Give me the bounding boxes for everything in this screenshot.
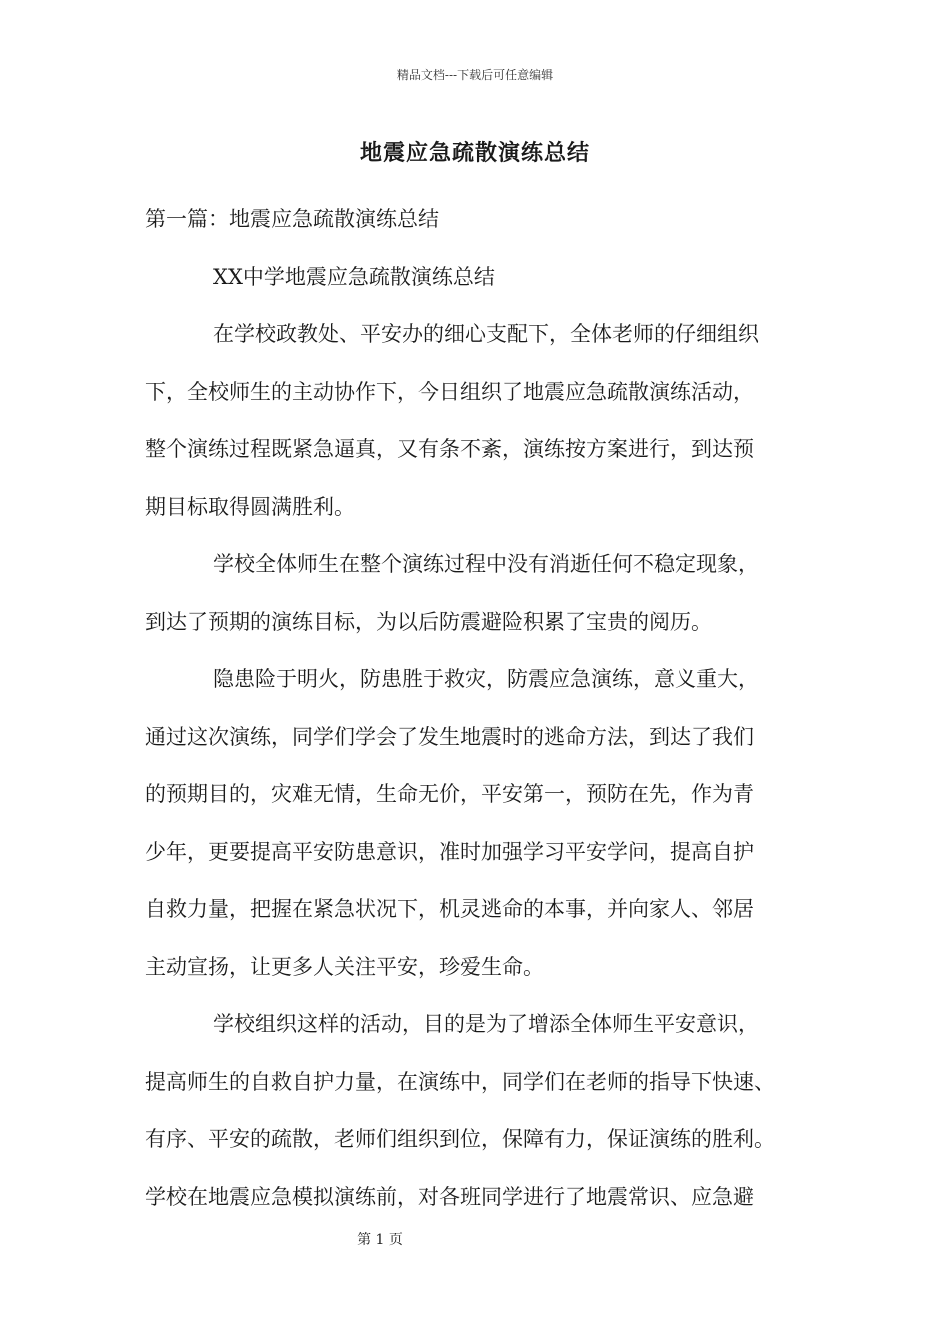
paragraph-line: 到达了预期的演练目标，为以后防震避险积累了宝贵的阅历。	[145, 609, 712, 634]
subheading: XX中学地震应急疏散演练总结	[213, 264, 495, 289]
page-number: 第 1 页	[357, 1232, 403, 1248]
paragraph-line: 少年，更要提高平安防患意识，准时加强学习平安学问，提高自护	[145, 839, 754, 864]
paragraph-line: 隐患险于明火，防患胜于救灾，防震应急演练，意义重大，	[213, 667, 759, 691]
paragraph-line: 下，全校师生的主动协作下，今日组织了地震应急疏散演练活动，	[145, 379, 754, 404]
document-body	[145, 191, 815, 1226]
paragraph-line: 主动宣扬，让更多人关注平安，珍爱生命。	[145, 954, 544, 979]
paragraph-line: 整个演练过程既紧急逼真，又有条不紊，演练按方案进行，到达预	[145, 437, 754, 461]
paragraph-line: 提高师生的自救自护力量，在演练中，同学们在老师的指导下快速、	[145, 1069, 775, 1094]
paragraph-line: 学校在地震应急模拟演练前，对各班同学进行了地震常识、应急避	[145, 1184, 754, 1209]
paragraph-line: 通过这次演练，同学们学会了发生地震时的逃命方法，到达了我们	[145, 724, 754, 749]
paragraph-line: 自救力量，把握在紧急状况下，机灵逃命的本事，并向家人、邻居	[145, 897, 754, 921]
document-title: 地震应急疏散演练总结	[359, 140, 590, 166]
paragraph-line: 的预期目的，灾难无情，生命无价，平安第一，预防在先，作为青	[145, 782, 754, 806]
paragraph-line: 在学校政教处、平安办的细心支配下，全体老师的仔细组织	[213, 322, 759, 346]
paragraph-line: 有序、平安的疏散，老师们组织到位，保障有力，保证演练的胜利。	[145, 1127, 775, 1151]
header-note: 精品文档---下载后可任意编辑	[396, 68, 554, 82]
section-heading: 第一篇：地震应急疏散演练总结	[145, 207, 439, 231]
paragraph-line: 学校组织这样的活动，目的是为了增添全体师生平安意识，	[213, 1012, 759, 1036]
paragraph-line: 期目标取得圆满胜利。	[145, 494, 355, 519]
paragraph-line: 学校全体师生在整个演练过程中没有消逝任何不稳定现象，	[213, 552, 759, 576]
